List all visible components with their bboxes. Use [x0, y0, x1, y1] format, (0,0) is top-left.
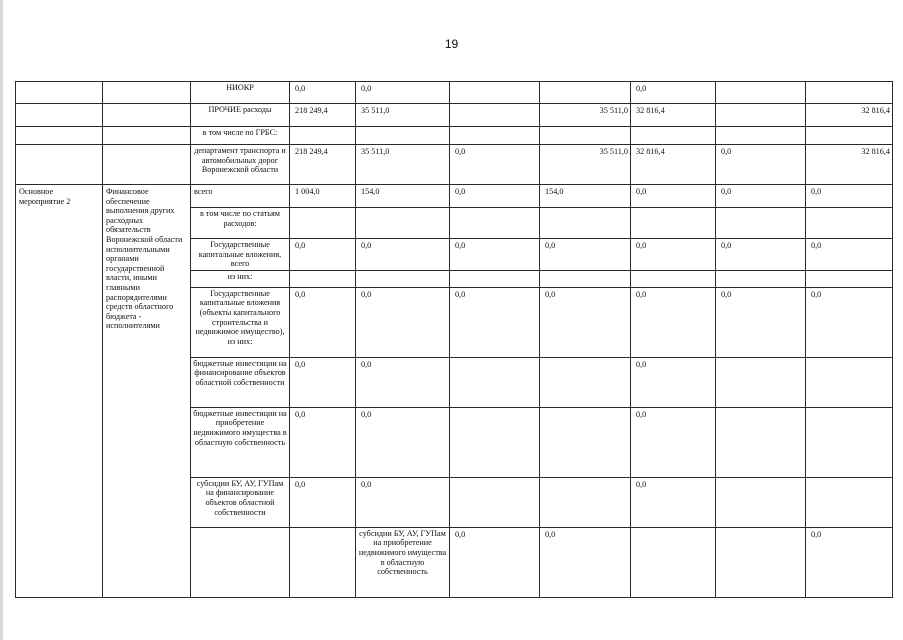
expense-item-cell: всего	[191, 185, 290, 208]
budget-table	[15, 81, 893, 598]
value-cell: 35 511,0	[356, 145, 450, 185]
value-cell	[631, 127, 716, 145]
value-cell	[631, 270, 716, 287]
value-cell: 0,0	[540, 239, 631, 271]
value-cell	[716, 104, 806, 127]
value-cell: 35 511,0	[356, 104, 450, 127]
value-cell	[290, 208, 356, 239]
value-cell: 0,0	[356, 357, 450, 407]
value-cell	[540, 407, 631, 477]
value-cell	[540, 82, 631, 104]
value-cell: 0,0	[716, 239, 806, 271]
value-cell: 0,0	[631, 82, 716, 104]
value-cell	[450, 82, 540, 104]
value-cell	[290, 270, 356, 287]
status-cell	[16, 82, 103, 104]
value-cell: 0,0	[716, 145, 806, 185]
value-cell	[356, 127, 450, 145]
value-cell: 218 249,4	[290, 104, 356, 127]
value-cell: 0,0	[806, 239, 893, 271]
value-cell	[450, 208, 540, 239]
value-cell: 0,0	[540, 527, 631, 597]
expense-item-cell: ПРОЧИЕ расходы	[191, 104, 290, 127]
value-cell: 0,0	[290, 357, 356, 407]
value-cell: 35 511,0	[540, 104, 631, 127]
measure-name-cell	[103, 82, 191, 104]
value-cell: 0,0	[631, 185, 716, 208]
page-number: 19	[444, 37, 459, 51]
value-cell: 0,0	[356, 287, 450, 357]
value-cell	[450, 407, 540, 477]
table-row	[16, 145, 893, 185]
value-cell	[450, 127, 540, 145]
value-cell: 1 004,0	[290, 185, 356, 208]
value-cell	[806, 270, 893, 287]
value-cell: 0,0	[631, 357, 716, 407]
value-cell	[716, 527, 806, 597]
table-row	[16, 185, 893, 208]
expense-item-cell: субсидии БУ, АУ, ГУПам на приобретение недвижимого имущества в областную собственность	[356, 527, 450, 597]
value-cell: 0,0	[631, 407, 716, 477]
value-cell	[450, 477, 540, 527]
value-cell	[540, 270, 631, 287]
value-cell	[716, 82, 806, 104]
table-row	[16, 82, 893, 104]
value-cell: 0,0	[631, 287, 716, 357]
value-cell: 0,0	[806, 287, 893, 357]
value-cell	[540, 127, 631, 145]
value-cell	[450, 104, 540, 127]
value-cell: 35 511,0	[540, 145, 631, 185]
status-cell	[191, 527, 290, 597]
measure-name-cell	[290, 527, 356, 597]
value-cell: 0,0	[290, 239, 356, 271]
value-cell	[806, 82, 893, 104]
value-cell	[806, 127, 893, 145]
value-cell	[806, 477, 893, 527]
value-cell	[540, 208, 631, 239]
expense-item-cell: в том числе по ГРБС:	[191, 127, 290, 145]
status-cell	[16, 104, 103, 127]
value-cell: 0,0	[290, 287, 356, 357]
expense-item-cell: Государственные капитальные вложения, всего	[191, 239, 290, 271]
value-cell: 0,0	[290, 82, 356, 104]
value-cell	[540, 477, 631, 527]
value-cell	[716, 270, 806, 287]
value-cell: 0,0	[631, 239, 716, 271]
value-cell: 0,0	[356, 82, 450, 104]
value-cell: 0,0	[450, 185, 540, 208]
value-cell: 32 816,4	[806, 145, 893, 185]
value-cell: 0,0	[450, 527, 540, 597]
value-cell	[450, 270, 540, 287]
status-cell	[16, 145, 103, 185]
expense-item-cell: из них:	[191, 270, 290, 287]
value-cell	[716, 208, 806, 239]
expense-item-cell: Государственные капитальные вложения (объекты капитального строительства и недвижимое имущество), из них:	[191, 287, 290, 357]
value-cell: 32 816,4	[631, 104, 716, 127]
expense-item-cell: субсидии БУ, АУ, ГУПам на финансирование объектов областной собственности	[191, 477, 290, 527]
value-cell: 218 249,4	[290, 145, 356, 185]
table-row	[16, 104, 893, 127]
value-cell: 154,0	[356, 185, 450, 208]
value-cell: 154,0	[540, 185, 631, 208]
expense-item-cell: департамент транспорта и автомобильных дорог Воронежской области	[191, 145, 290, 185]
value-cell: 0,0	[290, 477, 356, 527]
value-cell	[806, 357, 893, 407]
value-cell	[356, 208, 450, 239]
expense-item-cell: бюджетные инвестиции на приобретение недвижимого имущества в областную собственность	[191, 407, 290, 477]
value-cell: 0,0	[450, 239, 540, 271]
expense-item-cell: НИОКР	[191, 82, 290, 104]
value-cell: 0,0	[450, 287, 540, 357]
value-cell	[716, 407, 806, 477]
value-cell: 32 816,4	[631, 145, 716, 185]
measure-name-cell	[103, 145, 191, 185]
measure-name-cell: Финансовое обеспечение выполнения других расходных обязательств Воронежской области исполнительными органами государственной власти, иными главными распорядителями средств областного бюджета - исполнителями	[103, 185, 191, 598]
value-cell: 0,0	[806, 185, 893, 208]
table-row	[16, 127, 893, 145]
value-cell: 32 816,4	[806, 104, 893, 127]
value-cell	[540, 357, 631, 407]
measure-name-cell	[103, 104, 191, 127]
value-cell	[806, 208, 893, 239]
value-cell	[356, 270, 450, 287]
measure-status-cell: Основное мероприятие 2	[16, 185, 103, 598]
value-cell	[716, 357, 806, 407]
value-cell	[450, 357, 540, 407]
value-cell: 0,0	[356, 407, 450, 477]
status-cell	[16, 127, 103, 145]
value-cell	[806, 407, 893, 477]
value-cell	[716, 477, 806, 527]
value-cell: 0,0	[356, 239, 450, 271]
value-cell	[716, 127, 806, 145]
value-cell	[631, 208, 716, 239]
value-cell: 0,0	[716, 185, 806, 208]
scan-edge	[0, 0, 3, 640]
value-cell: 0,0	[356, 477, 450, 527]
expense-item-cell: в том числе по статьям расходов:	[191, 208, 290, 239]
value-cell: 0,0	[806, 527, 893, 597]
value-cell: 0,0	[716, 287, 806, 357]
measure-name-cell	[103, 127, 191, 145]
value-cell: 0,0	[450, 145, 540, 185]
value-cell: 0,0	[540, 287, 631, 357]
value-cell	[290, 127, 356, 145]
expense-item-cell: бюджетные инвестиции на финансирование объектов областной собственности	[191, 357, 290, 407]
value-cell	[631, 527, 716, 597]
value-cell: 0,0	[631, 477, 716, 527]
value-cell: 0,0	[290, 407, 356, 477]
